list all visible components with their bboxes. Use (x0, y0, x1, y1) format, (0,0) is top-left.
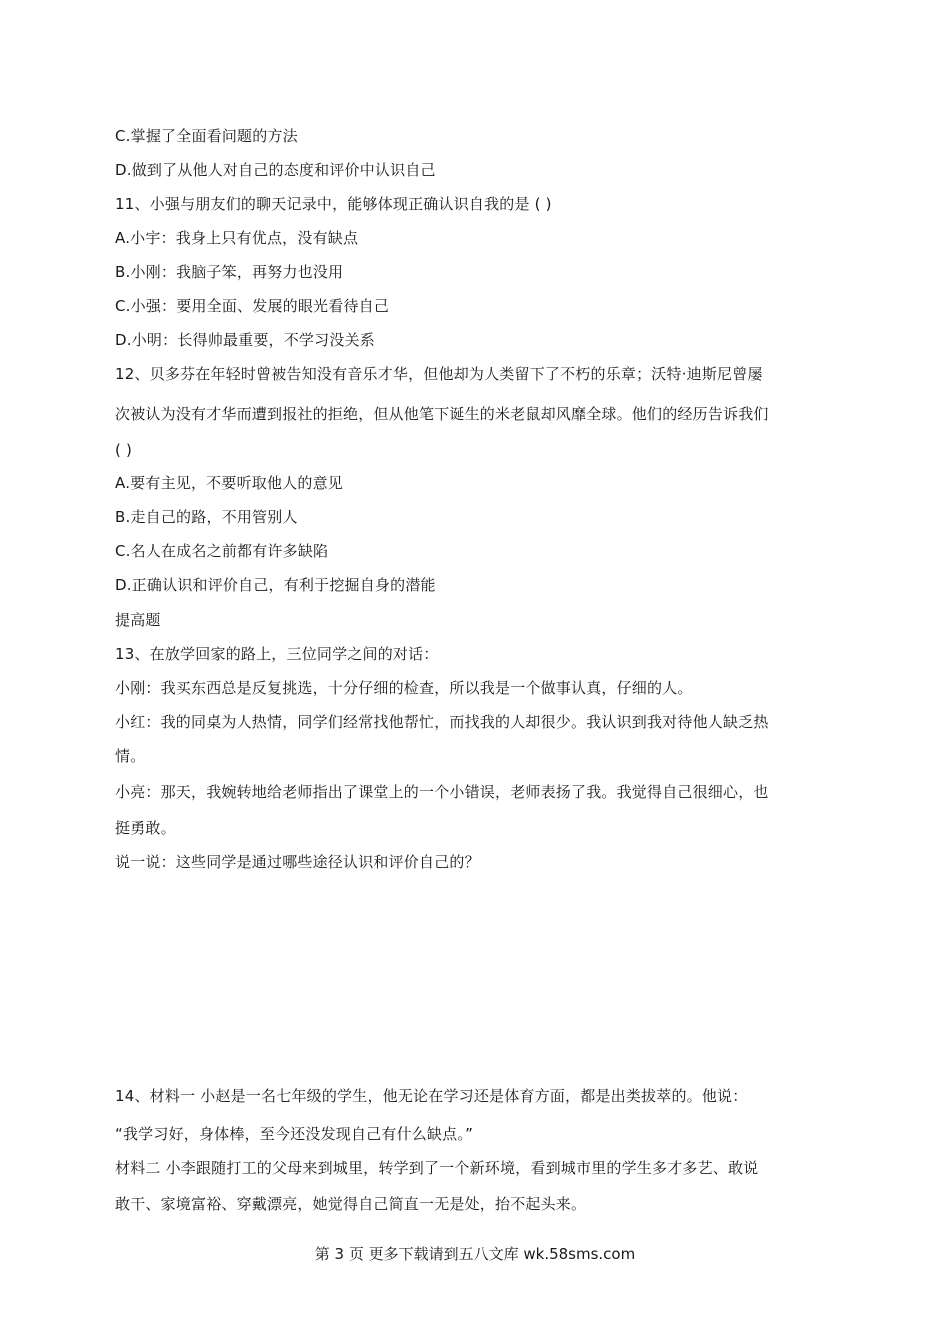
option-c-q11: C.小强：要用全面、发展的眼光看待自己 (115, 297, 390, 315)
question-14-material-2-line-1: 材料二 小李跟随打工的父母来到城里，转学到了一个新环境，看到城市里的学生多才多艺、敢说 (115, 1159, 759, 1177)
question-13-prompt: 说一说：这些同学是通过哪些途径认识和评价自己的？ (115, 853, 480, 871)
dialogue-xiaohong-line-2: 情。 (115, 747, 146, 765)
option-c-q10: C.掌握了全面看问题的方法 (115, 127, 298, 145)
question-14-material-1-line-2: “我学习好，身体棒，至今还没发现自己有什么缺点。” (115, 1125, 474, 1143)
option-a-q12: A.要有主见，不要听取他人的意见 (115, 474, 343, 492)
dialogue-xiaogang: 小刚：我买东西总是反复挑选，十分仔细的检查，所以我是一个做事认真，仔细的人。 (115, 679, 693, 697)
question-12-blank: ( ) (115, 441, 133, 459)
question-11: 11、小强与朋友们的聊天记录中，能够体现正确认识自我的是 ( ) (115, 195, 552, 213)
section-heading: 提高题 (115, 611, 161, 629)
page-footer: 第 3 页 更多下载请到五八文库 wk.58sms.com (314, 1245, 636, 1263)
question-14-material-2-line-2: 敢干、家境富裕、穿戴漂亮，她觉得自己简直一无是处，抬不起头来。 (115, 1195, 587, 1213)
option-c-q12: C.名人在成名之前都有许多缺陷 (115, 542, 329, 560)
question-13: 13、在放学回家的路上，三位同学之间的对话： (115, 645, 439, 663)
option-d-q11: D.小明：长得帅最重要，不学习没关系 (115, 331, 375, 349)
dialogue-xiaohong-line-1: 小红：我的同桌为人热情，同学们经常找他帮忙，而找我的人却很少。我认识到我对待他人缺乏热 (115, 713, 769, 731)
question-14-material-1-line-1: 14、材料一 小赵是一名七年级的学生，他无论在学习还是体育方面，都是出类拔萃的。他说： (115, 1087, 748, 1105)
option-a-q11: A.小宇：我身上只有优点，没有缺点 (115, 229, 359, 247)
question-12-line-1: 12、贝多芬在年轻时曾被告知没有音乐才华，但他却为人类留下了不朽的乐章；沃特·迪斯尼曾屡 (115, 365, 763, 383)
option-b-q11: B.小刚：我脑子笨，再努力也没用 (115, 263, 344, 281)
dialogue-xiaoliang-line-2: 挺勇敢。 (115, 819, 176, 837)
option-b-q12: B.走自己的路，不用管别人 (115, 508, 298, 526)
option-d-q12: D.正确认识和评价自己，有利于挖掘自身的潜能 (115, 576, 436, 594)
dialogue-xiaoliang-line-1: 小亮：那天，我婉转地给老师指出了课堂上的一个小错误，老师表扬了我。我觉得自己很细心，也 (115, 783, 769, 801)
option-d-q10: D.做到了从他人对自己的态度和评价中认识自己 (115, 161, 436, 179)
question-12-line-2: 次被认为没有才华而遭到报社的拒绝，但从他笔下诞生的米老鼠却风靡全球。他们的经历告诉我们 (115, 405, 769, 423)
